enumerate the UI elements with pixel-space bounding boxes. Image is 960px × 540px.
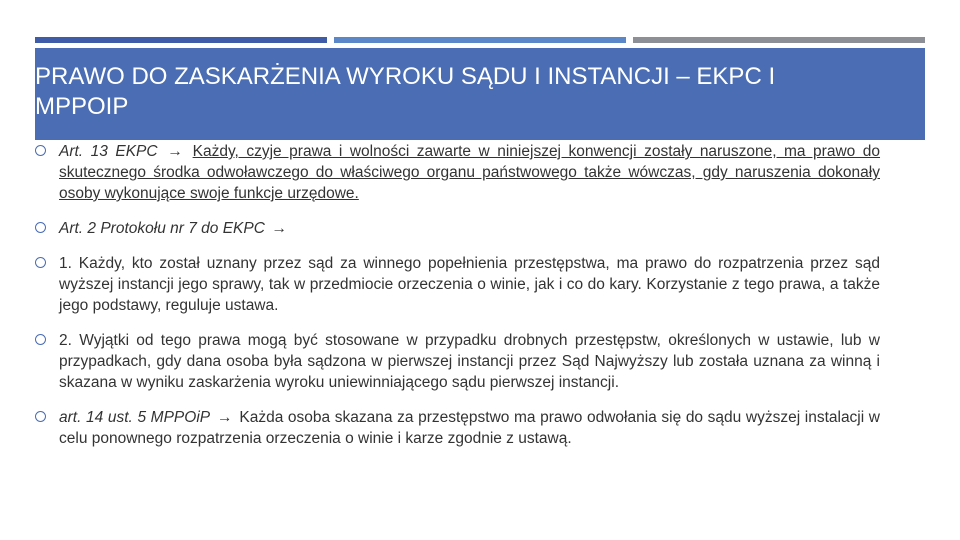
arrow-right-icon: → bbox=[167, 143, 183, 160]
title-band bbox=[35, 48, 925, 140]
arrow-right-icon: → bbox=[271, 220, 287, 237]
circle-bullet-icon bbox=[35, 334, 46, 345]
circle-bullet-icon bbox=[35, 222, 46, 233]
circle-bullet-icon bbox=[35, 257, 46, 268]
top-accent-bars bbox=[35, 37, 925, 43]
circle-bullet-icon bbox=[35, 411, 46, 422]
article-text: 2. Wyjątki od tego prawa mogą być stosowane w przypadku drobnych przestępstw, określonych w ustawie, lub w przypadkach, gdy dana osoba była sądzona w pierwszej instancji przez Sąd Najwyższy lub została uznana za winną i skazana w wyniku zaskarżenia wyroku uniewinniającego sądu pierwszej instancji. bbox=[59, 332, 880, 391]
article-text: Każdy, czyje prawa i wolności zawarte w niniejszej konwencji zostały naruszone, ma prawo do skutecznego środka odwoławczego do właściwego organu państwowego także wówczas, gdy naruszenia dokonały osoby wykonujące swoje funkcje urzędowe. bbox=[59, 143, 881, 202]
article-reference: Art. 13 EKPC bbox=[59, 143, 158, 160]
accent-bar-gray bbox=[633, 37, 925, 43]
accent-bar-light-blue bbox=[334, 37, 626, 43]
list-item bbox=[35, 218, 880, 239]
article-text: 1. Każdy, kto został uznany przez sąd za winnego popełnienia przestępstwa, ma prawo do rozpatrzenia przez sąd wyższej instancji jego sprawy, tak w przedmiocie orzeczenia o winie, jak i co do kary. Korzystanie z tego prawa, a także jego podstawy, reguluje ustawa. bbox=[59, 255, 880, 314]
list-item bbox=[35, 253, 880, 316]
slide-title: PRAWO DO ZASKARŻENIA WYROKU SĄDU I INSTANCJI – EKPC I MPPOIP bbox=[35, 63, 776, 120]
accent-bar-dark-blue bbox=[35, 37, 327, 43]
circle-bullet-icon bbox=[35, 145, 46, 156]
article-reference: Art. 2 Protokołu nr 7 do EKPC bbox=[59, 220, 265, 237]
bullet-list bbox=[35, 141, 880, 463]
list-item bbox=[35, 141, 880, 204]
arrow-right-icon: → bbox=[216, 409, 233, 426]
article-text: Każda osoba skazana za przestępstwo ma prawo odwołania się do sądu wyższej instalacji w celu ponownego rozpatrzenia orzeczenia o winie i karze zgodnie z ustawą. bbox=[59, 409, 881, 447]
list-item bbox=[35, 330, 880, 393]
list-item bbox=[35, 407, 880, 449]
article-reference: art. 14 ust. 5 MPPOiP bbox=[59, 409, 211, 426]
